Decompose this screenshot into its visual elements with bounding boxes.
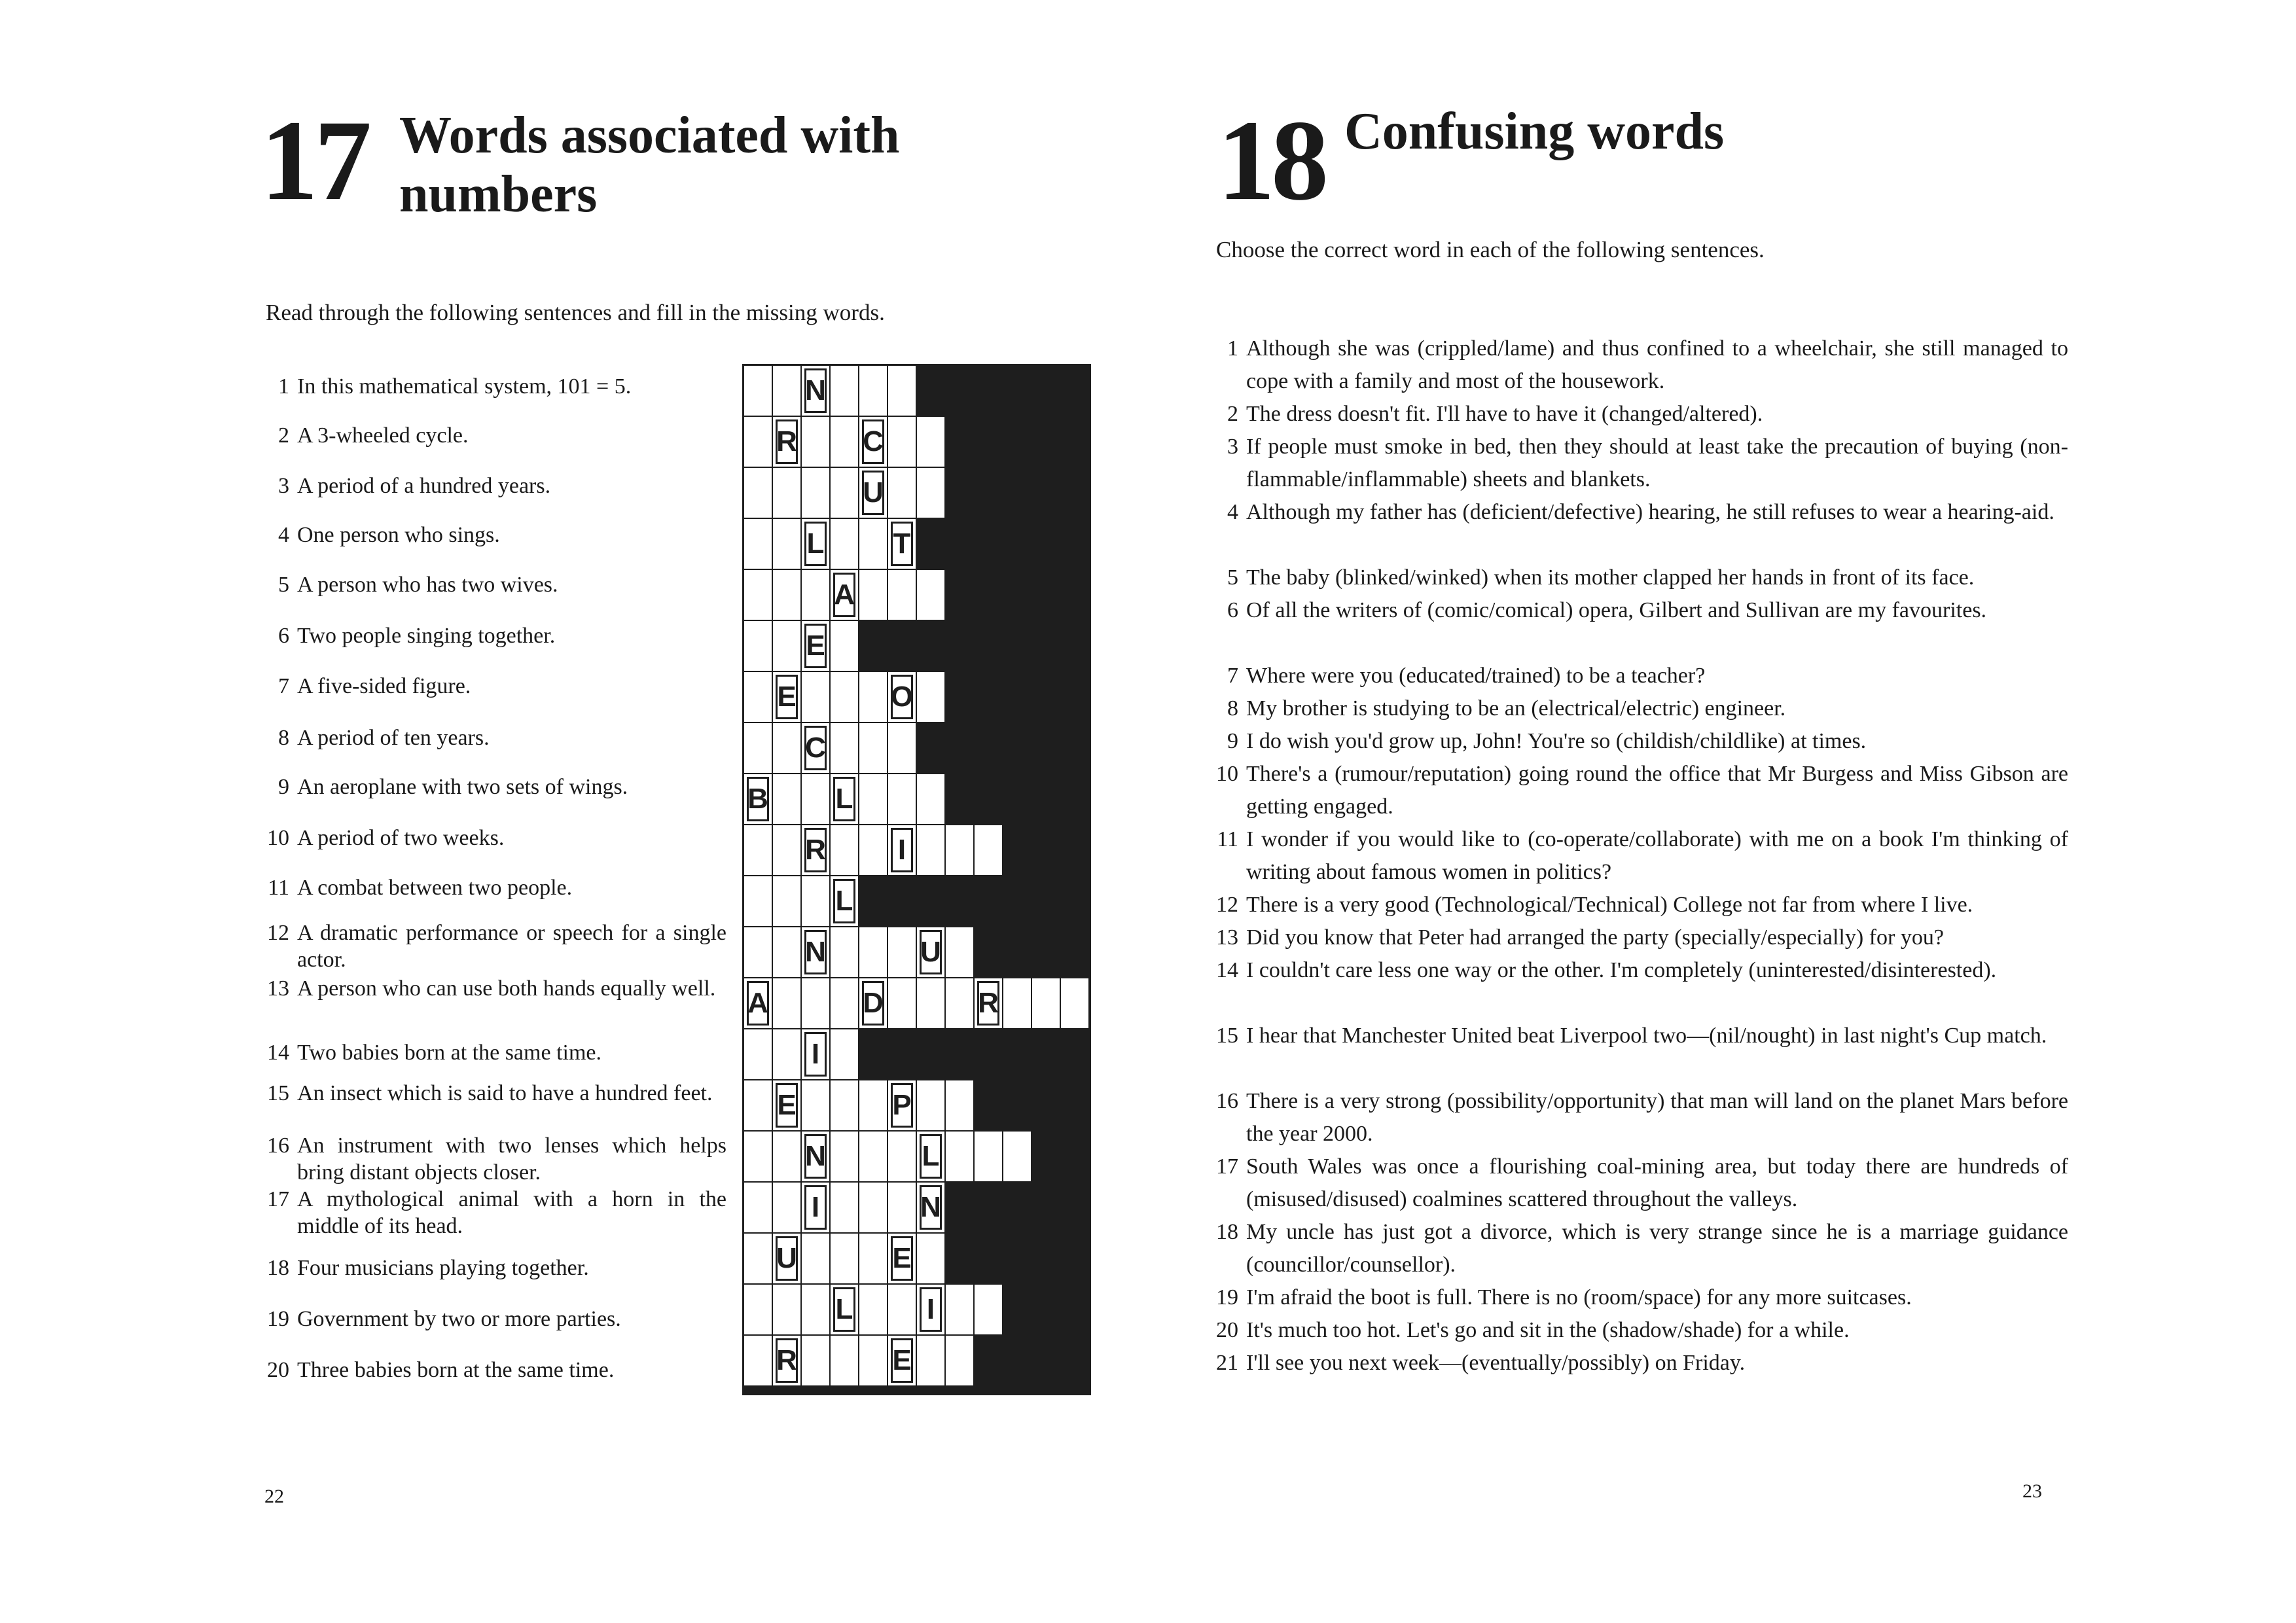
clue-text: A mythological animal with a horn in the middle of its head. xyxy=(297,1187,726,1238)
clue-number: 18 xyxy=(267,1256,289,1280)
crossword-row xyxy=(744,416,1092,467)
sentence-item xyxy=(1208,431,2068,496)
crossword-cell[interactable] xyxy=(888,416,916,467)
crossword-cell[interactable] xyxy=(916,1335,945,1386)
crossword-cell[interactable] xyxy=(772,365,801,416)
sentence-text: There is a very strong (possibility/opportunity) that man will land on the planet Mars before the year 2000. xyxy=(1246,1089,2068,1146)
clue-item xyxy=(260,422,726,449)
sentence-item xyxy=(1208,496,2068,529)
crossword-cell[interactable]: R xyxy=(772,416,801,467)
clue-text: A person who can use both hands equally well. xyxy=(297,976,716,1001)
crossword-cell[interactable] xyxy=(744,1131,772,1182)
crossword-cell[interactable] xyxy=(744,825,772,876)
crossword-cell[interactable] xyxy=(859,1131,888,1182)
sentence-number: 5 xyxy=(1227,565,1238,590)
clue-item xyxy=(260,1306,726,1332)
crossword-cell[interactable]: I xyxy=(801,1182,830,1233)
crossword-cell[interactable] xyxy=(744,671,772,722)
crossword-cell[interactable] xyxy=(916,1233,945,1284)
crossword-cell[interactable] xyxy=(859,774,888,825)
crossword-cell[interactable]: E xyxy=(772,1080,801,1131)
crossword-cell[interactable] xyxy=(830,620,859,671)
sentence-number: 14 xyxy=(1216,958,1238,982)
sentence-item xyxy=(1208,398,2068,431)
crossword-cell[interactable] xyxy=(859,1182,888,1233)
instruction: Choose the correct word in each of the following sentences. xyxy=(1216,237,1765,262)
sentence-text: There's a (rumour/reputation) going round the office that Mr Burgess and Miss Gibson are getting engaged. xyxy=(1246,762,2068,819)
crossword-cell[interactable]: R xyxy=(772,1335,801,1386)
crossword-cell[interactable]: B xyxy=(744,774,772,825)
sentence-text: I'm afraid the boot is full. There is no (room/space) for any more suitcases. xyxy=(1246,1285,1912,1310)
crossword-cell[interactable]: D xyxy=(859,978,888,1029)
crossword-cell[interactable] xyxy=(801,1284,830,1335)
crossword-cell[interactable] xyxy=(801,1335,830,1386)
crossword-cell[interactable] xyxy=(859,1284,888,1335)
crossword-cell[interactable]: I xyxy=(916,1284,945,1335)
clue-item xyxy=(260,975,726,1002)
sentence-item xyxy=(1208,1216,2068,1281)
sentence-number: 9 xyxy=(1227,729,1238,753)
clue-number: 2 xyxy=(278,423,289,448)
crossword-cell[interactable] xyxy=(945,1080,974,1131)
sentence-text: The baby (blinked/winked) when its mother clapped her hands in front of its face. xyxy=(1246,565,1975,590)
sentence-item xyxy=(1208,1150,2068,1216)
crossword-cell[interactable] xyxy=(801,1233,830,1284)
clue-number: 5 xyxy=(278,573,289,597)
crossword-cell[interactable] xyxy=(744,620,772,671)
crossword-cell[interactable] xyxy=(830,722,859,774)
crossword-cell[interactable]: N xyxy=(801,1131,830,1182)
unit-title: Confusing words xyxy=(1344,103,1725,160)
crossword-cell[interactable] xyxy=(888,774,916,825)
crossword-cell[interactable] xyxy=(744,927,772,978)
crossword-cell[interactable] xyxy=(945,825,974,876)
crossword-cell[interactable] xyxy=(945,1284,974,1335)
clue-number: 13 xyxy=(267,976,289,1001)
crossword-cell[interactable]: L xyxy=(830,876,859,927)
crossword-cell[interactable] xyxy=(916,467,945,518)
crossword-cell[interactable]: E xyxy=(888,1335,916,1386)
sentence-number: 6 xyxy=(1227,598,1238,622)
crossword-cell[interactable] xyxy=(859,671,888,722)
crossword-row xyxy=(744,569,1092,620)
clue-item xyxy=(260,1132,726,1186)
clue-text: A period of two weeks. xyxy=(297,826,505,850)
crossword-row xyxy=(744,365,1092,416)
sentence-text: I'll see you next week—(eventually/possibly) on Friday. xyxy=(1246,1351,1746,1375)
sentence-text: It's much too hot. Let's go and sit in the (shadow/shade) for a while. xyxy=(1246,1318,1850,1342)
crossword-cell[interactable]: R xyxy=(801,825,830,876)
sentence-text: I couldn't care less one way or the other. I'm completely (uninterested/disinterested). xyxy=(1246,958,1997,982)
crossword-cell[interactable] xyxy=(744,1335,772,1386)
sentence-text: Where were you (educated/trained) to be a teacher? xyxy=(1246,664,1706,688)
clue-number: 4 xyxy=(278,523,289,547)
unit-number: 18 xyxy=(1217,97,1325,224)
sentence-text: I do wish you'd grow up, John! You're so (childish/childlike) at times. xyxy=(1246,729,1867,753)
sentence-item xyxy=(1208,1281,2068,1314)
clue-text: Government by two or more parties. xyxy=(297,1307,621,1331)
clue-number: 9 xyxy=(278,775,289,799)
crossword-cell[interactable] xyxy=(1003,1131,1031,1182)
crossword-grid xyxy=(742,364,1091,1395)
sentence-item xyxy=(1208,1347,2068,1380)
sentence-text: If people must smoke in bed, then they should at least take the precaution of buying (non-flammable/inflammable) sheets and blankets. xyxy=(1246,435,2068,491)
crossword-cell[interactable] xyxy=(1060,978,1089,1029)
sentence-item xyxy=(1208,594,2068,627)
crossword-cell[interactable] xyxy=(772,569,801,620)
crossword-cell[interactable]: L xyxy=(916,1131,945,1182)
sentence-number: 21 xyxy=(1216,1351,1238,1375)
crossword-cell[interactable] xyxy=(888,365,916,416)
crossword-cell[interactable] xyxy=(744,876,772,927)
clue-text: An aeroplane with two sets of wings. xyxy=(297,775,628,799)
clue-text: A period of ten years. xyxy=(297,726,490,750)
sentence-item xyxy=(1208,889,2068,921)
crossword-cell[interactable] xyxy=(859,722,888,774)
crossword-cell[interactable] xyxy=(916,1080,945,1131)
clue-text: A person who has two wives. xyxy=(297,573,558,597)
crossword-cell[interactable]: U xyxy=(772,1233,801,1284)
crossword-cell[interactable] xyxy=(801,467,830,518)
clue-item xyxy=(260,1080,726,1107)
crossword-cell[interactable] xyxy=(772,722,801,774)
sentence-number: 16 xyxy=(1216,1089,1238,1113)
clue-item xyxy=(260,825,726,851)
clue-number: 10 xyxy=(267,826,289,850)
crossword-cell[interactable]: I xyxy=(888,825,916,876)
crossword-cell[interactable] xyxy=(888,1182,916,1233)
crossword-cell[interactable] xyxy=(830,365,859,416)
crossword-cell[interactable] xyxy=(772,1182,801,1233)
crossword-row xyxy=(744,1335,1092,1386)
crossword-cell[interactable] xyxy=(744,1029,772,1080)
clue-text: An instrument with two lenses which helps bring distant objects closer. xyxy=(297,1133,726,1185)
crossword-cell[interactable] xyxy=(772,825,801,876)
sentence-text: I wonder if you would like to (co-operate/collaborate) with me on a book I'm thinking of writing about famous women in politics? xyxy=(1246,827,2068,884)
crossword-cell[interactable] xyxy=(945,927,974,978)
clue-number: 8 xyxy=(278,726,289,750)
crossword-cell[interactable] xyxy=(801,569,830,620)
clue-number: 6 xyxy=(278,624,289,648)
crossword-row xyxy=(744,825,1092,876)
clue-text: Four musicians playing together. xyxy=(297,1256,589,1280)
crossword-cell[interactable] xyxy=(801,1080,830,1131)
unit-number: 17 xyxy=(260,97,368,224)
crossword-cell[interactable] xyxy=(744,1080,772,1131)
crossword-cell[interactable]: L xyxy=(830,1284,859,1335)
sentence-number: 17 xyxy=(1216,1154,1238,1179)
sentence-number: 8 xyxy=(1227,696,1238,721)
clue-text: Two babies born at the same time. xyxy=(297,1041,601,1065)
crossword-cell[interactable] xyxy=(830,1131,859,1182)
clue-number: 20 xyxy=(267,1358,289,1382)
crossword-cell[interactable] xyxy=(744,1284,772,1335)
crossword-cell[interactable] xyxy=(830,1182,859,1233)
crossword-cell[interactable] xyxy=(744,1233,772,1284)
sentence-text: South Wales was once a flourishing coal-mining area, but today there are hundreds of (misused/disused) coalmines scattered throughout the valleys. xyxy=(1246,1154,2068,1211)
crossword-cell[interactable]: E xyxy=(772,671,801,722)
sentence-item xyxy=(1208,562,2068,594)
crossword-cell[interactable] xyxy=(772,1284,801,1335)
crossword-cell[interactable] xyxy=(916,774,945,825)
crossword-cell[interactable]: N xyxy=(801,365,830,416)
sentence-text: My uncle has just got a divorce, which is very strange since he is a marriage guidance (councillor/counsellor). xyxy=(1246,1220,2068,1277)
crossword-cell[interactable] xyxy=(744,416,772,467)
sentence-item xyxy=(1208,725,2068,758)
clue-number: 19 xyxy=(267,1307,289,1331)
crossword-cell[interactable]: O xyxy=(888,671,916,722)
crossword-cell[interactable] xyxy=(744,569,772,620)
crossword-cell[interactable] xyxy=(1031,978,1060,1029)
clue-item xyxy=(260,522,726,548)
clue-number: 3 xyxy=(278,474,289,498)
clue-item xyxy=(260,919,726,973)
crossword-cell[interactable] xyxy=(945,1335,974,1386)
clue-item xyxy=(260,774,726,800)
crossword-cell[interactable] xyxy=(744,518,772,569)
crossword-cell[interactable] xyxy=(830,467,859,518)
crossword-cell[interactable]: E xyxy=(888,1233,916,1284)
sentence-item xyxy=(1208,954,2068,987)
crossword-cell[interactable] xyxy=(772,467,801,518)
clue-item xyxy=(260,1186,726,1240)
crossword-cell[interactable] xyxy=(830,1080,859,1131)
crossword-cell[interactable] xyxy=(859,1080,888,1131)
crossword-cell[interactable] xyxy=(859,518,888,569)
crossword-cell[interactable] xyxy=(772,1131,801,1182)
sentence-number: 10 xyxy=(1216,762,1238,786)
crossword-row xyxy=(744,722,1092,774)
crossword-cell[interactable] xyxy=(859,1233,888,1284)
clue-text: Two people singing together. xyxy=(297,624,556,648)
crossword-cell[interactable]: U xyxy=(859,467,888,518)
clue-text: A combat between two people. xyxy=(297,876,573,900)
crossword-cell[interactable] xyxy=(888,1131,916,1182)
sentence-number: 19 xyxy=(1216,1285,1238,1310)
crossword-row xyxy=(744,774,1092,825)
clue-item xyxy=(260,1039,726,1066)
crossword-cell[interactable]: C xyxy=(801,722,830,774)
clue-text: An insect which is said to have a hundred feet. xyxy=(297,1081,713,1105)
crossword-cell[interactable] xyxy=(772,774,801,825)
sentence-number: 20 xyxy=(1216,1318,1238,1342)
crossword-cell[interactable] xyxy=(916,671,945,722)
crossword-cell[interactable]: N xyxy=(916,1182,945,1233)
crossword-row xyxy=(744,671,1092,722)
crossword-cell[interactable] xyxy=(916,416,945,467)
crossword-cell[interactable] xyxy=(772,978,801,1029)
crossword-cell[interactable] xyxy=(974,825,1003,876)
clue-item xyxy=(260,874,726,901)
clue-number: 16 xyxy=(267,1133,289,1158)
clue-item xyxy=(260,571,726,598)
sentence-number: 7 xyxy=(1227,664,1238,688)
sentence-item xyxy=(1208,692,2068,725)
instruction: Read through the following sentences and fill in the missing words. xyxy=(266,300,885,325)
crossword-cell[interactable] xyxy=(974,1284,1003,1335)
crossword-cell[interactable] xyxy=(974,1131,1003,1182)
crossword-cell[interactable] xyxy=(830,927,859,978)
crossword-row xyxy=(744,1131,1092,1182)
crossword-row xyxy=(744,518,1092,569)
sentence-text: Although she was (crippled/lame) and thus confined to a wheelchair, she still managed to cope with a family and most of the housework. xyxy=(1246,336,2068,393)
clue-number: 14 xyxy=(267,1041,289,1065)
crossword-cell[interactable]: T xyxy=(888,518,916,569)
crossword-cell[interactable] xyxy=(888,467,916,518)
clue-item xyxy=(260,622,726,649)
clue-number: 1 xyxy=(278,374,289,399)
crossword-cell[interactable] xyxy=(888,927,916,978)
crossword-cell[interactable]: A xyxy=(830,569,859,620)
clue-item xyxy=(260,1255,726,1281)
crossword-row xyxy=(744,1029,1092,1080)
crossword-cell[interactable] xyxy=(772,927,801,978)
crossword-cell[interactable] xyxy=(916,978,945,1029)
sentence-number: 11 xyxy=(1217,827,1238,851)
crossword-cell[interactable] xyxy=(772,876,801,927)
crossword-cell[interactable] xyxy=(801,978,830,1029)
sentence-number: 4 xyxy=(1227,500,1238,524)
crossword-cell[interactable] xyxy=(859,365,888,416)
clue-item xyxy=(260,373,726,400)
clue-number: 15 xyxy=(267,1081,289,1105)
sentence-text: The dress doesn't fit. I'll have to have it (changed/altered). xyxy=(1246,402,1763,426)
crossword-cell[interactable]: U xyxy=(916,927,945,978)
crossword-row xyxy=(744,467,1092,518)
sentence-text: I hear that Manchester United beat Liverpool two—(nil/nought) in last night's Cup match. xyxy=(1246,1024,2047,1048)
crossword-row xyxy=(744,1233,1092,1284)
clue-number: 7 xyxy=(278,674,289,698)
sentence-text: My brother is studying to be an (electrical/electric) engineer. xyxy=(1246,696,1786,721)
crossword-cell[interactable] xyxy=(859,927,888,978)
clue-item xyxy=(260,724,726,751)
clue-text: A five-sided figure. xyxy=(297,674,471,698)
crossword-cell[interactable] xyxy=(888,569,916,620)
sentence-text: There is a very good (Technological/Technical) College not far from where I live. xyxy=(1246,893,1973,917)
crossword-cell[interactable]: R xyxy=(974,978,1003,1029)
page-number: 22 xyxy=(264,1486,284,1507)
clue-number: 17 xyxy=(267,1187,289,1211)
crossword-cell[interactable] xyxy=(772,518,801,569)
crossword-cell[interactable] xyxy=(801,876,830,927)
sentence-number: 1 xyxy=(1227,336,1238,361)
crossword-row xyxy=(744,620,1092,671)
crossword-row xyxy=(744,1284,1092,1335)
crossword-cell[interactable]: C xyxy=(859,416,888,467)
crossword-cell[interactable] xyxy=(830,825,859,876)
sentence-number: 3 xyxy=(1227,435,1238,459)
crossword-cell[interactable]: L xyxy=(830,774,859,825)
crossword-cell[interactable] xyxy=(888,978,916,1029)
unit-title-line-1: Words associated with xyxy=(399,107,900,164)
crossword-cell[interactable] xyxy=(830,1233,859,1284)
crossword-row xyxy=(744,978,1092,1029)
clue-text: A 3-wheeled cycle. xyxy=(297,423,469,448)
crossword-cell[interactable]: P xyxy=(888,1080,916,1131)
clue-number: 11 xyxy=(268,876,289,900)
crossword-cell[interactable] xyxy=(801,671,830,722)
crossword-row xyxy=(744,1182,1092,1233)
crossword-cell[interactable] xyxy=(772,1029,801,1080)
crossword-cell[interactable] xyxy=(830,416,859,467)
crossword-cell[interactable] xyxy=(744,467,772,518)
crossword-cell[interactable] xyxy=(744,365,772,416)
sentence-text: Although my father has (deficient/defective) hearing, he still refuses to wear a hearing-aid. xyxy=(1246,500,2054,524)
crossword-cell[interactable]: N xyxy=(801,927,830,978)
clue-text: One person who sings. xyxy=(297,523,500,547)
sentence-number: 13 xyxy=(1216,925,1238,950)
sentence-number: 15 xyxy=(1216,1024,1238,1048)
sentence-text: Of all the writers of (comic/comical) opera, Gilbert and Sullivan are my favourites. xyxy=(1246,598,1987,622)
crossword-cell[interactable] xyxy=(830,671,859,722)
crossword-cell[interactable]: E xyxy=(801,620,830,671)
clue-text: A dramatic performance or speech for a single actor. xyxy=(297,921,726,972)
crossword-row xyxy=(744,1080,1092,1131)
sentence-item xyxy=(1208,660,2068,692)
sentence-number: 2 xyxy=(1227,402,1238,426)
crossword-cell[interactable] xyxy=(859,569,888,620)
sentence-item xyxy=(1208,1085,2068,1150)
sentence-item xyxy=(1208,332,2068,398)
sentence-item xyxy=(1208,758,2068,823)
crossword-cell[interactable] xyxy=(801,416,830,467)
crossword-cell[interactable] xyxy=(916,825,945,876)
crossword-cell[interactable] xyxy=(801,774,830,825)
sentence-item xyxy=(1208,1314,2068,1347)
crossword-cell[interactable] xyxy=(859,1335,888,1386)
crossword-cell[interactable] xyxy=(916,569,945,620)
crossword-cell[interactable] xyxy=(945,1131,974,1182)
crossword-cell[interactable] xyxy=(830,1029,859,1080)
crossword-cell[interactable] xyxy=(830,1335,859,1386)
sentence-item xyxy=(1208,823,2068,889)
crossword-cell[interactable]: I xyxy=(801,1029,830,1080)
crossword-row xyxy=(744,876,1092,927)
crossword-cell[interactable] xyxy=(888,722,916,774)
clue-item xyxy=(260,673,726,700)
sentence-text: Did you know that Peter had arranged the party (specially/especially) for you? xyxy=(1246,925,1944,950)
clue-item xyxy=(260,1357,726,1383)
clue-number: 12 xyxy=(267,921,289,945)
sentence-item xyxy=(1208,921,2068,954)
crossword-row xyxy=(744,927,1092,978)
crossword-cell[interactable] xyxy=(830,518,859,569)
crossword-cell[interactable] xyxy=(888,1284,916,1335)
clue-text: A period of a hundred years. xyxy=(297,474,551,498)
unit-title-line-2: numbers xyxy=(399,166,598,223)
crossword-cell[interactable] xyxy=(744,1182,772,1233)
crossword-cell[interactable]: L xyxy=(801,518,830,569)
crossword-cell[interactable] xyxy=(772,620,801,671)
sentence-item xyxy=(1208,1020,2068,1052)
sentence-number: 12 xyxy=(1216,893,1238,917)
clue-text: In this mathematical system, 101 = 5. xyxy=(297,374,632,399)
crossword-cell[interactable] xyxy=(830,978,859,1029)
crossword-cell[interactable]: A xyxy=(744,978,772,1029)
crossword-cell[interactable] xyxy=(1003,978,1031,1029)
clue-text: Three babies born at the same time. xyxy=(297,1358,615,1382)
page-number: 23 xyxy=(2022,1480,2042,1502)
crossword-cell[interactable] xyxy=(945,978,974,1029)
crossword-cell[interactable] xyxy=(859,825,888,876)
unit-title xyxy=(399,106,900,224)
sentence-number: 18 xyxy=(1216,1220,1238,1244)
crossword-cell[interactable] xyxy=(744,722,772,774)
clue-item xyxy=(260,473,726,499)
